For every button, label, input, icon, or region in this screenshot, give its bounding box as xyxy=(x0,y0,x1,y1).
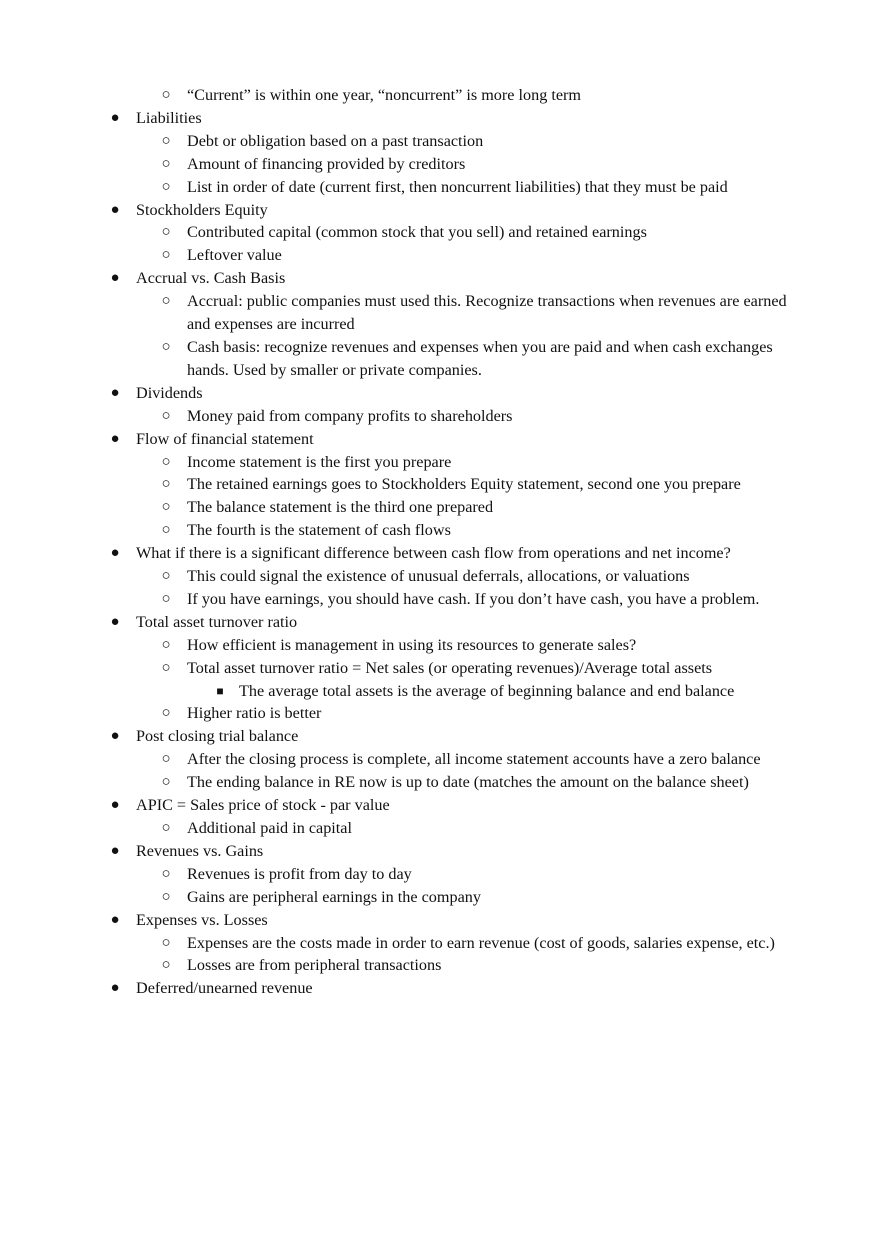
hollow-circle-bullet-icon: ○ xyxy=(161,338,171,355)
hollow-circle-bullet-icon: ○ xyxy=(161,659,171,676)
list-item xyxy=(110,428,796,451)
hollow-circle-bullet-icon: ○ xyxy=(161,957,171,974)
list-item-text: Liabilities xyxy=(136,108,202,127)
filled-circle-bullet-icon: ● xyxy=(110,109,120,126)
filled-circle-bullet-icon: ● xyxy=(110,270,120,287)
hollow-circle-bullet-icon: ○ xyxy=(161,865,171,882)
list-item-text: Higher ratio is better xyxy=(187,704,322,723)
hollow-circle-bullet-icon: ○ xyxy=(161,499,171,516)
list-item xyxy=(110,840,796,863)
sub-list-item xyxy=(161,290,797,336)
list-item-text: After the closing process is complete, all income statement accounts have a zero balance xyxy=(187,750,761,769)
list-item xyxy=(110,267,796,290)
sub-list-item xyxy=(161,130,797,153)
sub-sub-list-item xyxy=(216,680,799,703)
list-item xyxy=(110,611,796,634)
hollow-circle-bullet-icon: ○ xyxy=(161,888,171,905)
list-item-text: The average total assets is the average of beginning balance and end balance xyxy=(239,681,735,700)
list-item xyxy=(110,909,796,932)
list-item-text: This could signal the existence of unusual deferrals, allocations, or valuations xyxy=(187,567,690,586)
sub-list-item xyxy=(161,405,797,428)
list-item xyxy=(110,382,796,405)
sub-list-item xyxy=(161,519,797,542)
filled-circle-bullet-icon: ● xyxy=(110,384,120,401)
sub-list-item xyxy=(161,748,797,771)
sub-list-item xyxy=(161,771,797,794)
list-item-text: Accrual: public companies must used this. Recognize transactions when revenues are earned and expenses are incurred xyxy=(187,292,787,334)
filled-circle-bullet-icon: ● xyxy=(110,911,120,928)
sub-list-item xyxy=(161,588,797,611)
list-item-text: Leftover value xyxy=(187,246,282,265)
hollow-circle-bullet-icon: ○ xyxy=(161,453,171,470)
list-item-text: The fourth is the statement of cash flows xyxy=(187,521,451,540)
document-body xyxy=(0,84,880,1000)
list-item xyxy=(110,725,796,748)
list-item-text: APIC = Sales price of stock - par value xyxy=(136,796,390,815)
hollow-circle-bullet-icon: ○ xyxy=(161,155,171,172)
list-item-text: Total asset turnover ratio xyxy=(136,612,298,631)
sub-list-item xyxy=(161,634,797,657)
hollow-circle-bullet-icon: ○ xyxy=(161,934,171,951)
list-item-text: Flow of financial statement xyxy=(136,429,314,448)
sub-list-item xyxy=(161,817,797,840)
list-item-text: Money paid from company profits to shareholders xyxy=(187,406,513,425)
list-item-text: Total asset turnover ratio = Net sales (or operating revenues)/Average total assets xyxy=(187,658,713,677)
filled-circle-bullet-icon: ● xyxy=(110,613,120,630)
list-item-text: List in order of date (current first, then noncurrent liabilities) that they must be paid xyxy=(187,177,728,196)
list-item-text: Additional paid in capital xyxy=(187,819,352,837)
list-item-text: The retained earnings goes to Stockholders Equity statement, second one you prepare xyxy=(187,475,741,494)
sub-list-item xyxy=(161,451,797,474)
hollow-circle-bullet-icon: ○ xyxy=(161,522,171,539)
list-item-text: The balance statement is the third one prepared xyxy=(187,498,494,517)
filled-circle-bullet-icon: ● xyxy=(110,201,120,218)
square-bullet-icon: ■ xyxy=(216,683,224,698)
sub-list-item xyxy=(161,657,797,680)
list-item-text: What if there is a significant difference between cash flow from operations and net income? xyxy=(136,544,731,563)
list-item-text: Dividends xyxy=(136,383,203,402)
list-item-text: Amount of financing provided by creditors xyxy=(187,154,466,173)
hollow-circle-bullet-icon: ○ xyxy=(161,132,171,149)
sub-list-item xyxy=(161,221,797,244)
sub-list-item xyxy=(161,702,797,725)
list-item-text: The ending balance in RE now is up to date (matches the amount on the balance sheet) xyxy=(187,773,749,792)
hollow-circle-bullet-icon: ○ xyxy=(161,636,171,653)
hollow-circle-bullet-icon: ○ xyxy=(161,178,171,195)
filled-circle-bullet-icon: ● xyxy=(110,545,120,562)
list-item xyxy=(110,107,796,130)
list-item-text: Income statement is the first you prepare xyxy=(187,452,452,471)
hollow-circle-bullet-icon: ○ xyxy=(161,751,171,768)
filled-circle-bullet-icon: ● xyxy=(110,430,120,447)
filled-circle-bullet-icon: ● xyxy=(110,797,120,814)
hollow-circle-bullet-icon: ○ xyxy=(161,407,171,424)
sub-list-item xyxy=(161,176,797,199)
list-item-text: Cash basis: recognize revenues and expenses when you are paid and when cash exchanges hands. Used by smaller or private companies. xyxy=(187,337,773,379)
sub-list-item xyxy=(161,496,797,519)
sub-list-item xyxy=(161,932,797,955)
hollow-circle-bullet-icon: ○ xyxy=(161,293,171,310)
list-item-text: Revenues is profit from day to day xyxy=(187,864,412,883)
sub-list-item xyxy=(161,565,797,588)
list-item-text: Debt or obligation based on a past transaction xyxy=(187,131,484,150)
filled-circle-bullet-icon: ● xyxy=(110,980,120,997)
sub-list-item xyxy=(161,153,797,176)
list-item-text: Deferred/unearned revenue xyxy=(136,979,313,998)
sub-list-item xyxy=(161,473,797,496)
sub-list-item xyxy=(161,336,797,382)
list-item-text: Stockholders Equity xyxy=(136,200,268,219)
hollow-circle-bullet-icon: ○ xyxy=(161,568,171,585)
list-item-text: How efficient is management in using its resources to generate sales? xyxy=(187,635,637,654)
list-item xyxy=(110,542,796,565)
list-item-text: Revenues vs. Gains xyxy=(136,841,264,860)
list-item-text: Expenses vs. Losses xyxy=(136,910,268,929)
list-item-text: If you have earnings, you should have cash. If you don’t have cash, you have a problem. xyxy=(187,589,760,608)
list-item-text: Gains are peripheral earnings in the company xyxy=(187,887,481,906)
hollow-circle-bullet-icon: ○ xyxy=(161,590,171,607)
list-item-text: Losses are from peripheral transactions xyxy=(187,956,442,975)
sub-list-item xyxy=(161,244,797,267)
sub-list-item xyxy=(161,863,797,886)
list-item-text: Contributed capital (common stock that you sell) and retained earnings xyxy=(187,223,647,242)
sub-list-item xyxy=(161,886,797,909)
list-item-text: Post closing trial balance xyxy=(136,727,299,746)
list-item xyxy=(110,977,796,1000)
hollow-circle-bullet-icon: ○ xyxy=(161,705,171,722)
hollow-circle-bullet-icon: ○ xyxy=(161,224,171,241)
hollow-circle-bullet-icon: ○ xyxy=(161,87,171,103)
hollow-circle-bullet-icon: ○ xyxy=(161,247,171,264)
list-item-text: Expenses are the costs made in order to earn revenue (cost of goods, salaries expense, etc.) xyxy=(187,933,775,952)
list-item-text: Accrual vs. Cash Basis xyxy=(136,269,286,288)
sub-list-item xyxy=(161,84,797,107)
sub-list-item xyxy=(161,954,797,977)
filled-circle-bullet-icon: ● xyxy=(110,728,120,745)
list-item-text: “Current” is within one year, “noncurrent” is more long term xyxy=(187,86,582,104)
list-item xyxy=(110,199,796,222)
hollow-circle-bullet-icon: ○ xyxy=(161,820,171,836)
list-item xyxy=(110,794,796,817)
filled-circle-bullet-icon: ● xyxy=(110,842,120,859)
hollow-circle-bullet-icon: ○ xyxy=(161,476,171,493)
hollow-circle-bullet-icon: ○ xyxy=(161,774,171,791)
